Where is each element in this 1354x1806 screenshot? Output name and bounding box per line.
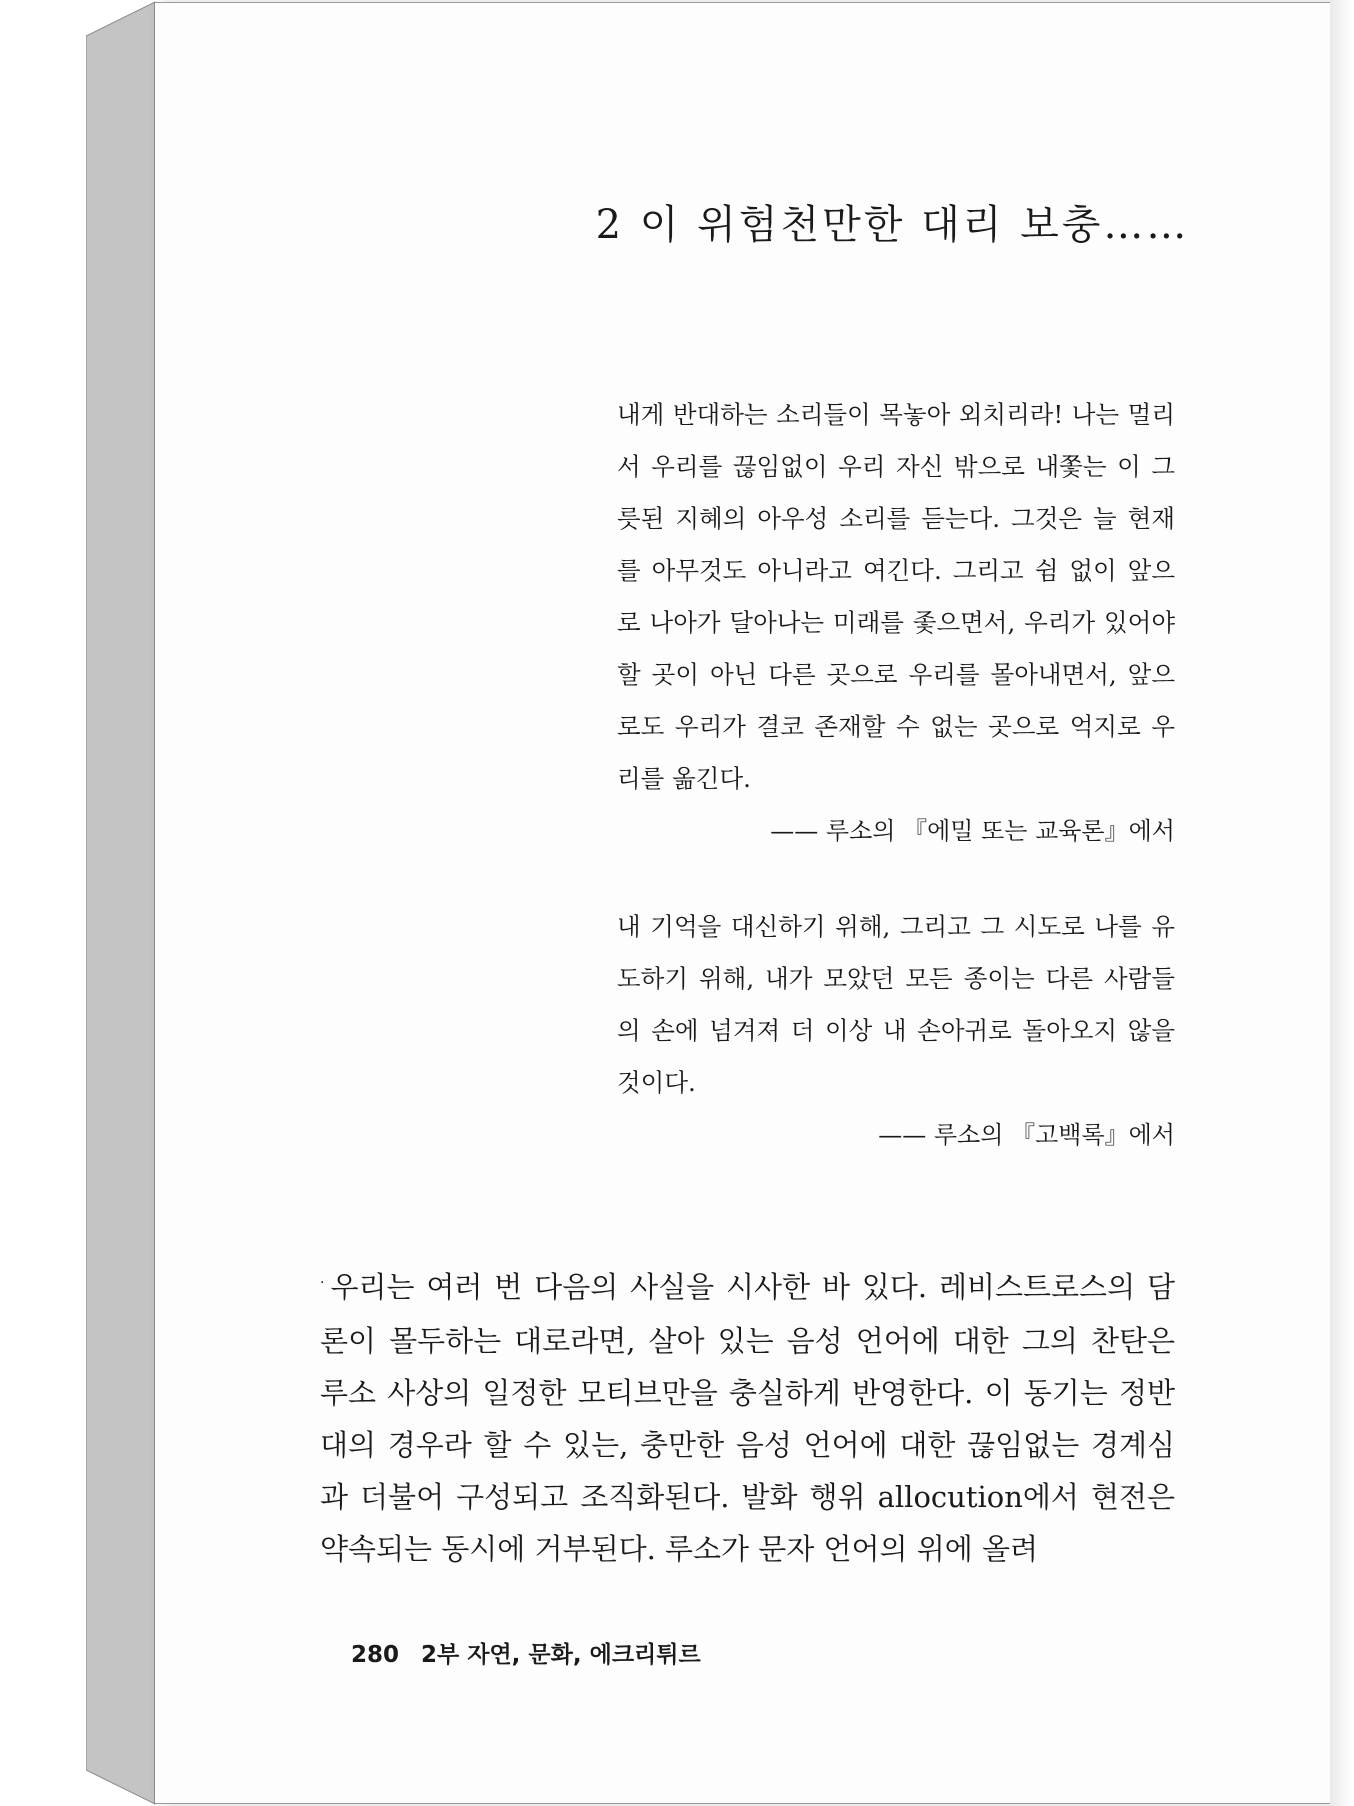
epigraph-source: —— 루소의 『에밀 또는 교육론』에서 — [770, 817, 1175, 845]
epigraph-source: —— 루소의 『고백록』에서 — [878, 1121, 1175, 1149]
body-paragraph — [320, 1261, 1175, 1575]
running-head: 2부 자연, 문화, 에크리튀르 — [421, 1642, 701, 1668]
epigraph-text: 내게 반대하는 소리들이 목놓아 외치리라! 나는 멀리서 우리를 끊임없이 우리 자신 밖으로 내쫓는 이 그릇된 지혜의 아우성 소리를 듣는다. 그것은 늘 현재를 아무것도 아니라고 여긴다. 그리고 쉼 없이 앞으로 나아가 달아나는 미래를 좇으면서, 우리가 있어야 할 곳이 아닌 다른 곳으로 우리를 몰아내면서, 앞으로도 우리가 결코 존재할 수 없는 곳으로 억지로 우리를 옮긴다. — [617, 400, 1175, 793]
book-spine — [86, 0, 156, 1806]
epigraph-text: 내 기억을 대신하기 위해, 그리고 그 시도로 나를 유도하기 위해, 내가 모았던 모든 종이는 다른 사람들의 손에 넘겨져 더 이상 내 손아귀로 돌아오지 않을 것이다. — [617, 912, 1175, 1097]
body-paragraph-text: 우리는 여러 번 다음의 사실을 시사한 바 있다. 레비스트로스의 담론이 몰두하는 대로라면, 살아 있는 음성 언어에 대한 그의 찬탄은 루소 사상의 일정한 모티브만을 충실하게 반영한다. 이 동기는 정반대의 경우라 할 수 있는, 충만한 음성 언어에 대한 끊임없는 경계심과 더불어 구성되고 조직화된다. 발화 행위 allocution에서 현전은 약속되는 동시에 거부된다. 루소가 문자 언어의 위에 올려 — [320, 1270, 1175, 1566]
page-number: 280 — [351, 1642, 400, 1668]
epigraph-confessions — [617, 901, 1175, 1161]
chapter-title: 2 이 위험천만한 대리 보충…… — [595, 202, 1190, 248]
epigraph-emile — [617, 389, 1175, 857]
bullet-mark: · — [320, 1275, 325, 1291]
page-edge-shadow — [1330, 0, 1354, 1806]
book-spine-shape — [86, 0, 156, 1806]
page-footer — [351, 1636, 701, 1669]
book-page — [155, 2, 1330, 1804]
